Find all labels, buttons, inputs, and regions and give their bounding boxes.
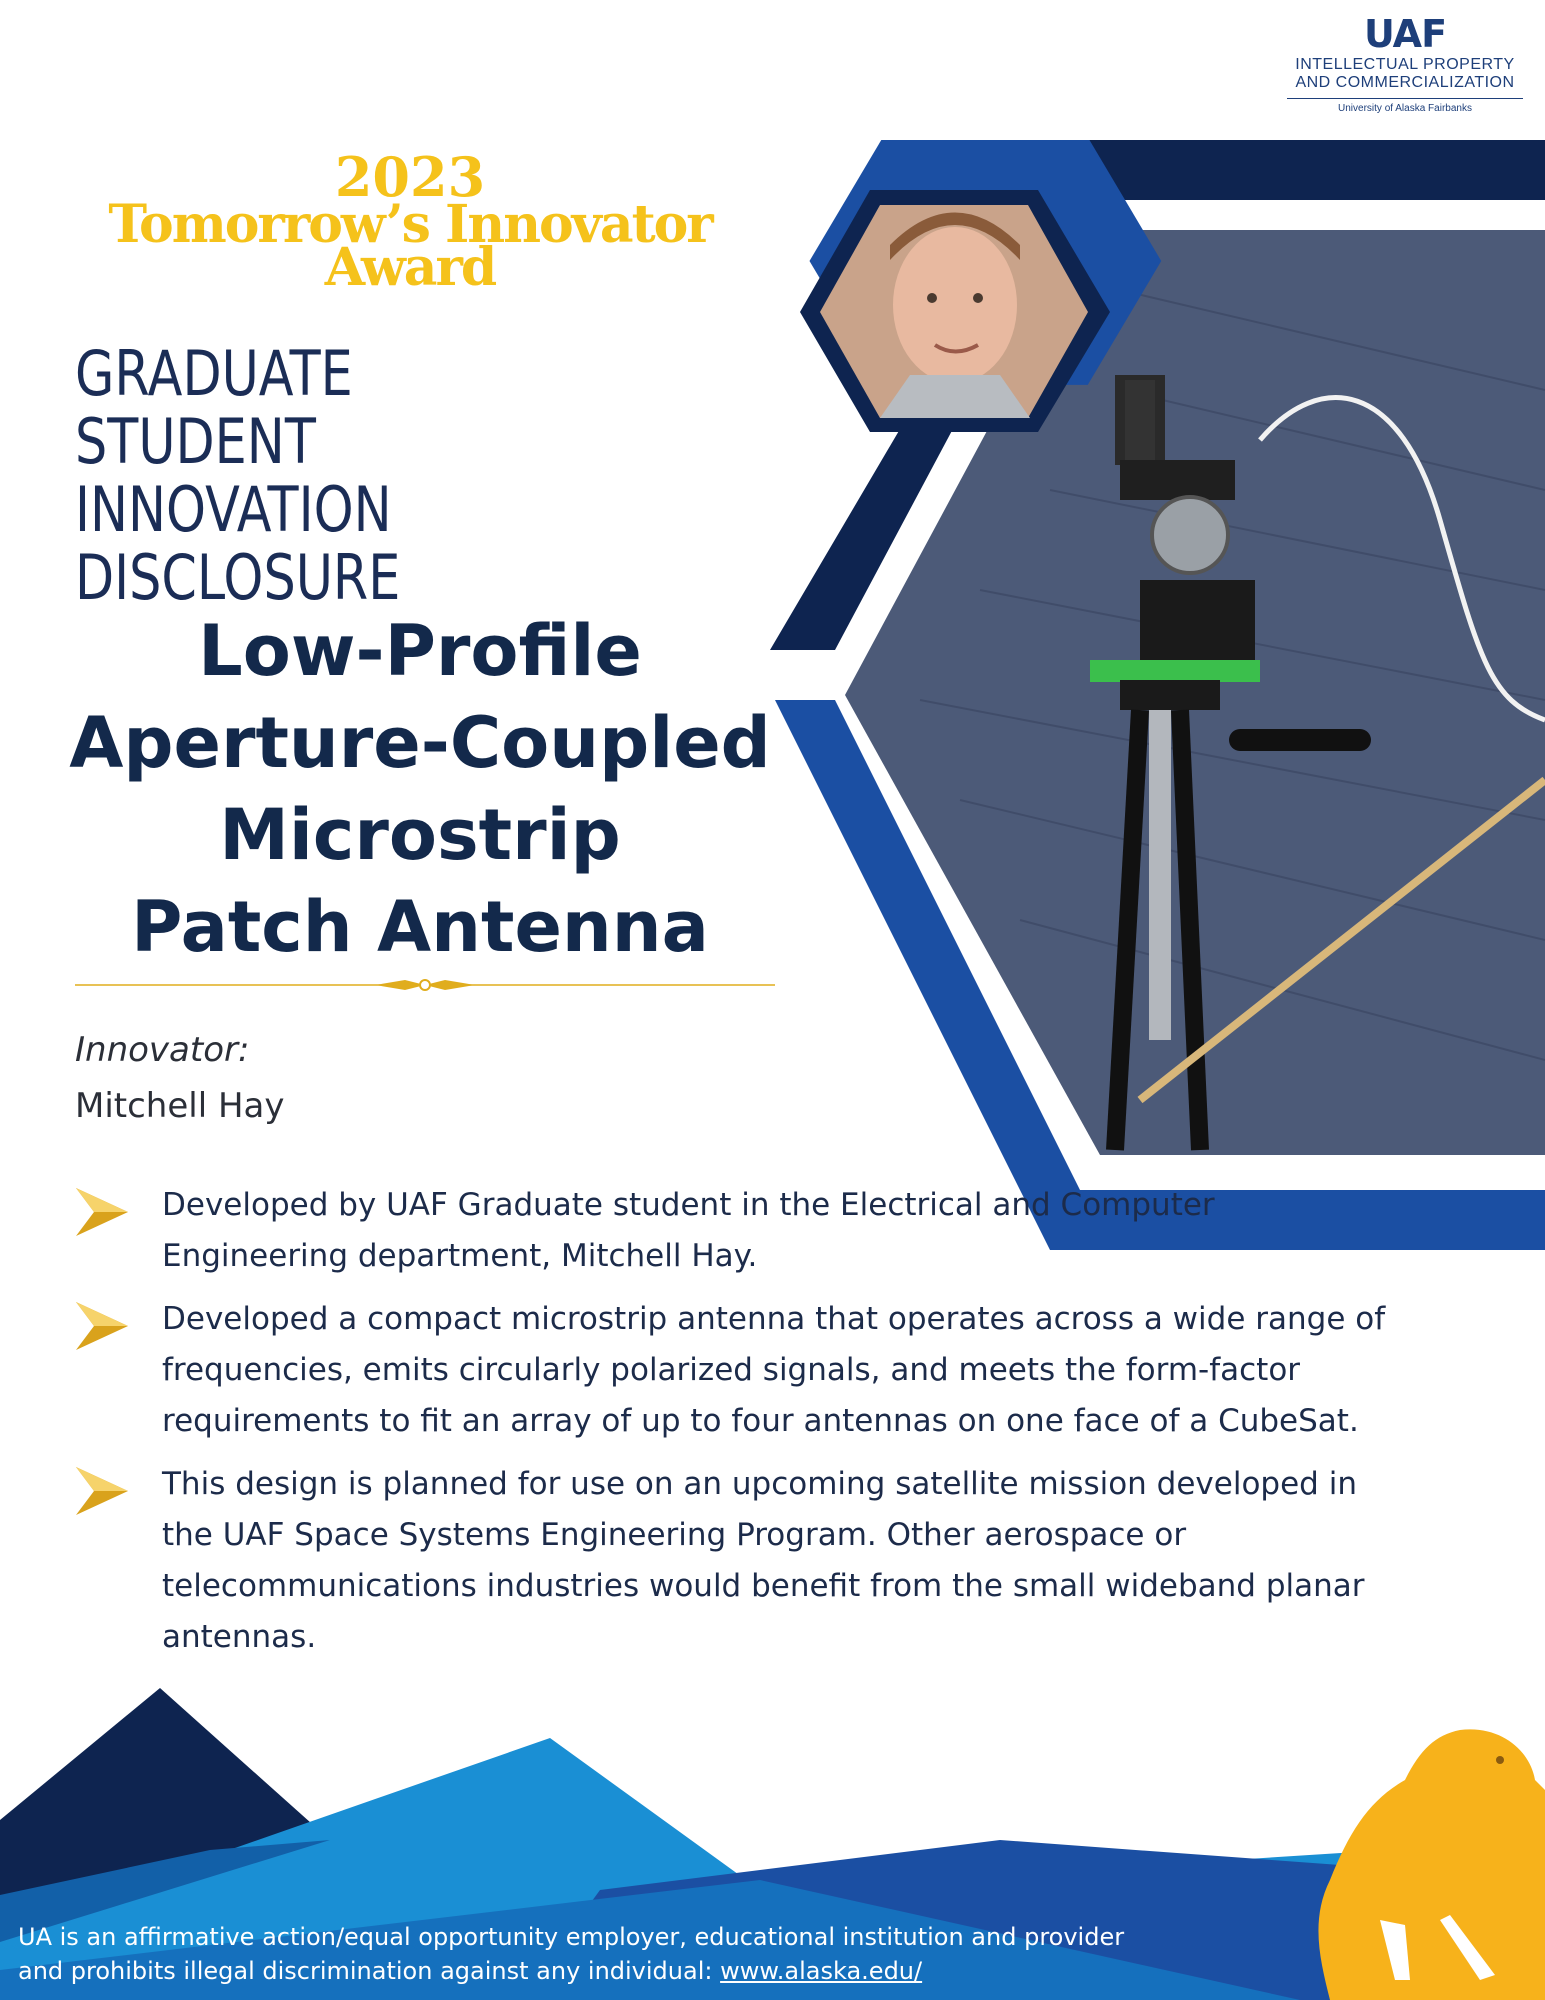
title-line-4: Patch Antenna (131, 886, 709, 968)
innovator-name: Mitchell Hay (75, 1086, 285, 1126)
logo-subtitle: University of Alaska Fairbanks (1338, 103, 1472, 114)
bullet-list (70, 1180, 1390, 1675)
award-year: 2023 (334, 145, 486, 209)
gold-arrow-icon (74, 1184, 130, 1240)
disclosure-line-2: STUDENT INNOVATION (75, 405, 392, 546)
award-suffix: Award (324, 237, 496, 298)
logo-rule (1287, 98, 1523, 99)
footer-line-2 (18, 1954, 1218, 1988)
disclosure-line-1: GRADUATE (75, 337, 353, 410)
title-line-1: Low-Profile (198, 610, 642, 692)
disclosure-heading (75, 337, 583, 614)
award-name: Tomorrow’s Innovator (108, 194, 712, 255)
title-line-3: Microstrip (219, 794, 621, 876)
logo-line-1: INTELLECTUAL PROPERTY (1295, 56, 1515, 73)
logo-line-2: AND COMMERCIALIZATION (1295, 74, 1515, 91)
bullet-item (70, 1459, 1390, 1663)
bullet-text: This design is planned for use on an upcoming satellite mission developed in the UAF Space Systems Engineering Program. Other aerospace or telecommunications industries would benefit from the small wideband planar antennas. (162, 1466, 1365, 1655)
uaf-logo-mark: UAF (1363, 12, 1447, 56)
gold-arrow-icon (74, 1463, 130, 1519)
uaf-logo (1280, 12, 1530, 114)
footer-line-2-text: and prohibits illegal discrimination against any individual: (18, 1957, 721, 1985)
footer-disclaimer (18, 1920, 1218, 1988)
title-line-2: Aperture-Coupled (69, 702, 771, 784)
gold-arrow-icon (74, 1298, 130, 1354)
innovation-title (60, 605, 780, 973)
polar-bear-icon (1310, 1720, 1545, 2000)
alaska-edu-link[interactable]: www.alaska.edu/ (720, 1957, 923, 1985)
innovator-label: Innovator: (75, 1030, 250, 1070)
bullet-text: Developed by UAF Graduate student in the Electrical and Computer Engineering department, Mitchell Hay. (162, 1187, 1215, 1274)
ornamental-divider (75, 978, 775, 992)
photo-frame (720, 140, 1545, 1250)
footer-line-1: UA is an affirmative action/equal opportunity employer, educational institution and provider (18, 1923, 1125, 1951)
award-heading (70, 145, 750, 298)
disclosure-line-3: DISCLOSURE (75, 541, 401, 614)
bullet-text: Developed a compact microstrip antenna that operates across a wide range of frequencies, emits circularly polarized signals, and meets the form-factor requirements to fit an array of up to four antennas on one face of a CubeSat. (162, 1301, 1386, 1439)
bullet-item (70, 1180, 1390, 1282)
bullet-item (70, 1294, 1390, 1447)
